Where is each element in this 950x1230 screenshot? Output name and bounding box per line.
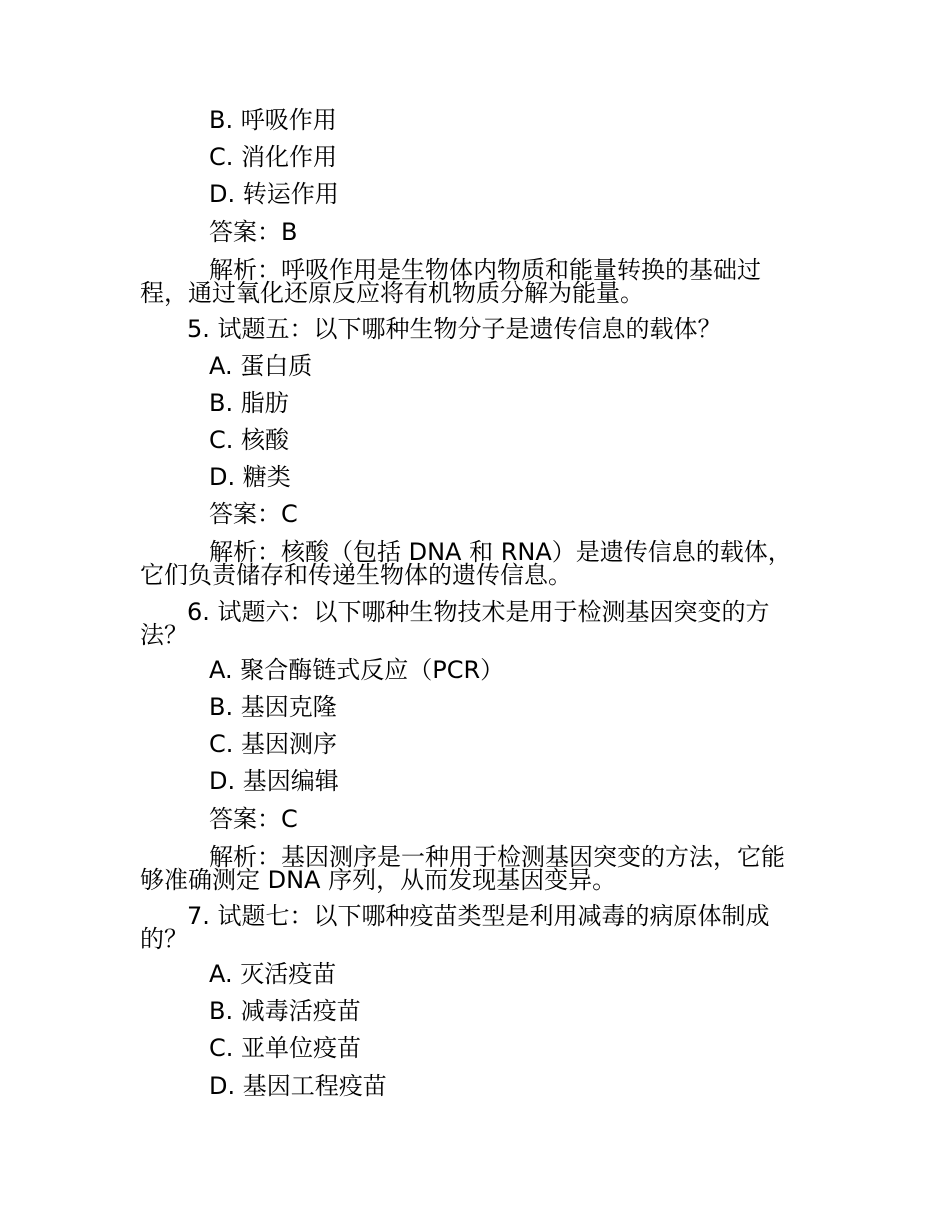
answer: 答案：C [209, 805, 298, 833]
explanation-line-2: 够准确测定 DNA 序列，从而发现基因变异。 [140, 866, 617, 894]
option-c: C. 基因测序 [209, 730, 338, 758]
option-d: D. 转运作用 [209, 180, 339, 208]
option-c: C. 核酸 [209, 426, 290, 454]
option-c: C. 消化作用 [209, 143, 338, 171]
explanation-line-1: 解析：基因测序是一种用于检测基因突变的方法，它能 [209, 843, 785, 871]
answer: 答案：B [209, 218, 298, 246]
option-d: D. 基因工程疫苗 [209, 1072, 387, 1100]
option-a: A. 灭活疫苗 [209, 960, 337, 988]
option-a: A. 聚合酶链式反应（PCR） [209, 656, 505, 684]
option-a: A. 蛋白质 [209, 352, 313, 380]
option-b: B. 减毒活疫苗 [209, 997, 361, 1025]
option-b: B. 脂肪 [209, 389, 289, 417]
explanation-line-1: 解析：核酸（包括 DNA 和 RNA）是遗传信息的载体， [209, 538, 792, 566]
option-d: D. 基因编辑 [209, 767, 339, 795]
question-title: 6. 试题六：以下哪种生物技术是用于检测基因突变的方 [187, 598, 770, 626]
option-c: C. 亚单位疫苗 [209, 1034, 362, 1062]
answer: 答案：C [209, 500, 298, 528]
question-title: 5. 试题五：以下哪种生物分子是遗传信息的载体？ [187, 315, 722, 343]
explanation-line-2: 它们负责储存和传递生物体的遗传信息。 [140, 561, 572, 589]
option-d: D. 糖类 [209, 463, 291, 491]
question-title: 7. 试题七：以下哪种疫苗类型是利用减毒的病原体制成 [187, 902, 770, 930]
explanation-line-2: 程，通过氧化还原反应将有机物质分解为能量。 [140, 279, 644, 307]
option-b: B. 呼吸作用 [209, 106, 337, 134]
option-b: B. 基因克隆 [209, 693, 337, 721]
explanation-line-1: 解析：呼吸作用是生物体内物质和能量转换的基础过 [209, 256, 761, 284]
question-title-wrap: 的？ [140, 925, 188, 953]
question-title-wrap: 法？ [140, 621, 188, 649]
